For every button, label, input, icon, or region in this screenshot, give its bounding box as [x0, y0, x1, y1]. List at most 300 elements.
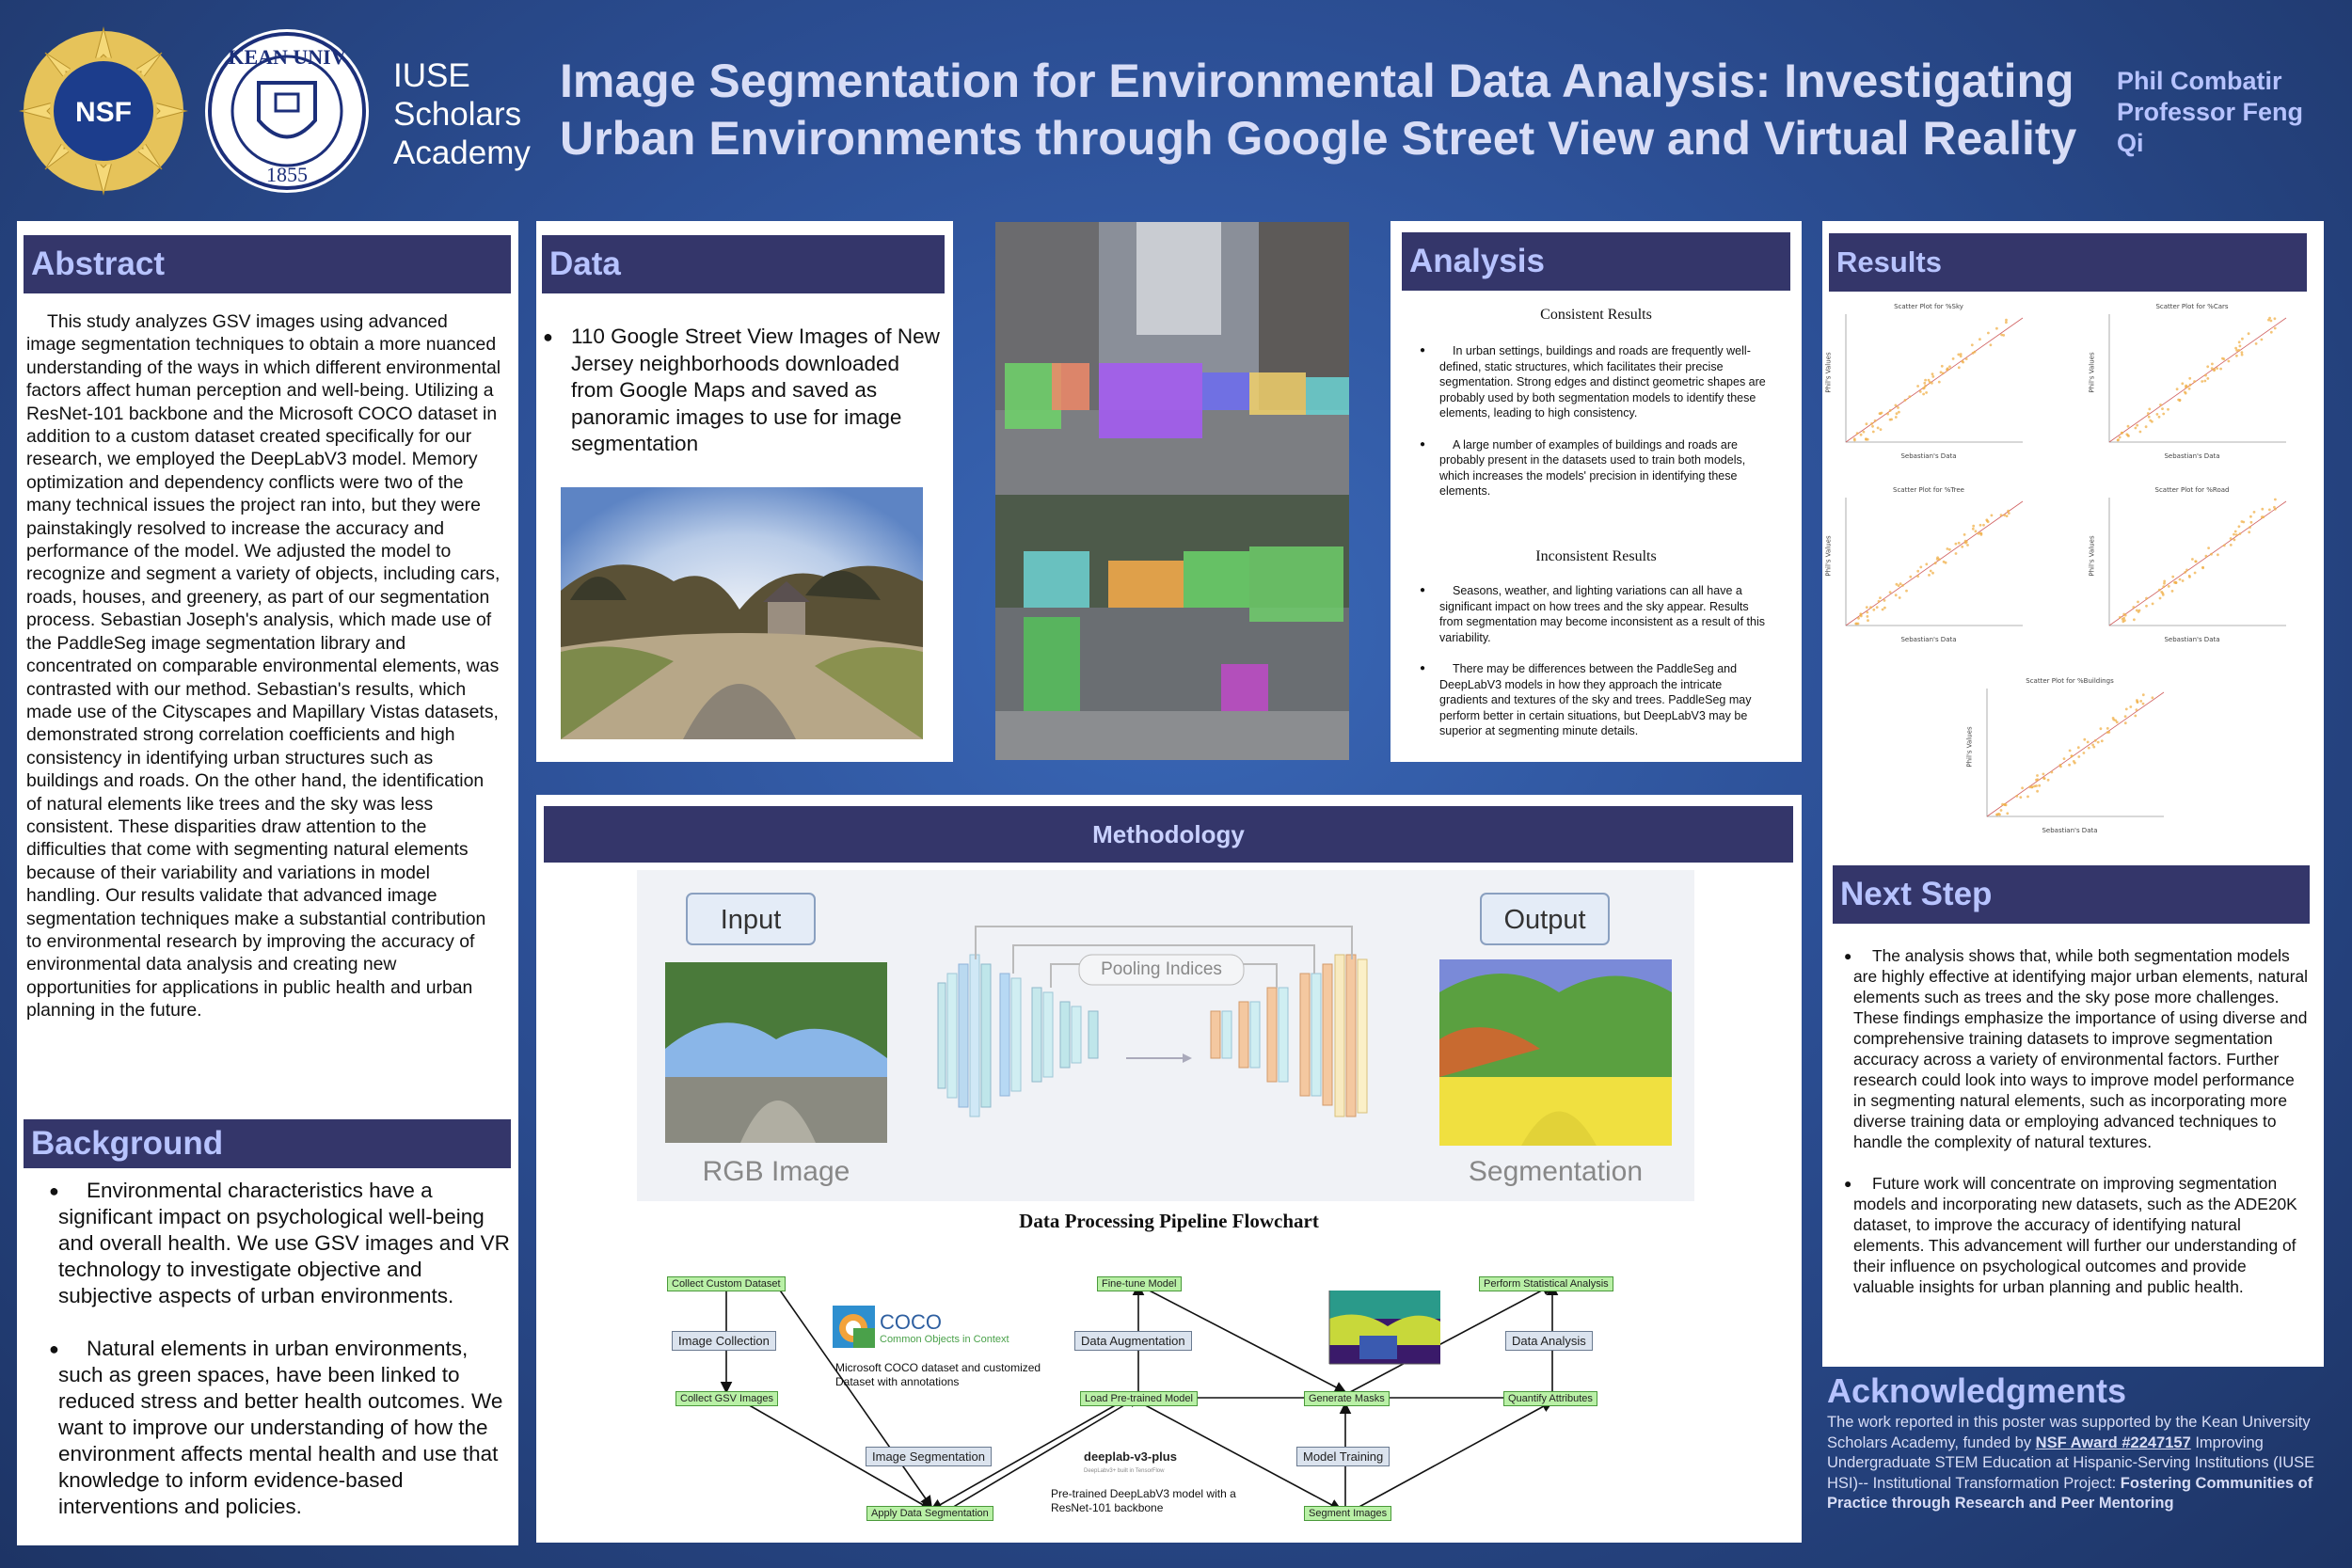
scatter-point	[2235, 349, 2238, 352]
scatter-point	[2135, 427, 2137, 430]
scatter-point	[2106, 727, 2109, 730]
flow-node-collect-custom-dataset: Collect Custom Dataset	[667, 1276, 786, 1291]
scatter-point	[1869, 606, 1872, 609]
scatter-point	[2019, 796, 2022, 799]
scatter-point	[1948, 365, 1951, 368]
segmentation-caption: Segmentation	[1468, 1156, 1644, 1187]
flow-node-segment-images: Segment Images	[1304, 1506, 1391, 1521]
abstract-heading: Abstract	[24, 235, 511, 293]
scatter-point	[2021, 786, 2024, 789]
scatter-point	[2216, 367, 2218, 370]
scatter-point	[2127, 435, 2130, 437]
scatter-point	[2151, 420, 2153, 423]
scatter-point	[2188, 388, 2191, 390]
scatter-point	[2249, 526, 2251, 529]
scatter-point	[2125, 708, 2128, 711]
scatter-xlabel: Sebastian's Data	[2164, 636, 2220, 643]
scatter-point	[2274, 508, 2277, 511]
flow-node-load-pretrained-model: Load Pre-trained Model	[1080, 1391, 1198, 1406]
scatter-axes	[1846, 498, 2023, 626]
scatter-point	[1987, 520, 1990, 523]
scatter-point	[1882, 609, 1884, 611]
scatter-ylabel: Phil's Values	[1824, 352, 1833, 393]
scatter-point	[1919, 390, 1922, 393]
scatter-plot	[1966, 677, 2173, 847]
scatter-point	[1955, 552, 1958, 555]
scatter-point	[2194, 572, 2197, 575]
scatter-point	[2137, 601, 2139, 604]
scatter-point	[1909, 576, 1912, 578]
scatter-plot-title: Scatter Plot for %Tree	[1893, 486, 1964, 494]
scatter-point	[1947, 547, 1949, 550]
scatter-point	[2241, 520, 2244, 523]
scatter-point	[1938, 381, 1941, 384]
scatter-point	[1877, 427, 1880, 430]
scatter-point	[2159, 404, 2162, 406]
scatter-point	[2270, 320, 2273, 323]
scatter-xlabel: Sebastian's Data	[1900, 452, 1957, 460]
scatter-point	[2228, 360, 2231, 363]
scatter-point	[1922, 393, 1925, 396]
acknowledgments-project: Fostering Communities of Practice through Research and Peer Mentoring	[1827, 1474, 2313, 1512]
scatter-point	[2000, 514, 2003, 516]
abstract-text: This study analyzes GSV images using advanced image segmentation techniques to obtain a more nuanced understanding of the ways in which different environmental factors affect human perception and well-being. Utilizing a ResNet-101 backbone and the Microsoft COCO dataset in addition to a custom dataset created specifically for our research, we employed the DeepLabV3 model. Memory optimization and dependency conflicts were two of the many technical issues the project ran into, but they were painstakingly resolved to increase the accuracy and performance of the model. We adjusted the model to recognize and segment a variety of objects, including cars, roads, houses, and greenery, as part of our segmentation process. Sebastian Joseph's analysis, which made use of the PaddleSeg image segmentation library and concentrated on comparable environmental elements, was contrasted with our method. Sebastian's results, which made use of the Cityscapes and Mapillary Vistas datasets, demonstrated strong correlation coefficients and high consistency in identifying urban structures such as buildings and roads. On the other hand, the identification of natural elements like trees and the sky was less consistent. These disparities draw attention to the difficulties that come with segmenting natural elements because of their variability and variations in model handling. Our results validate that advanced image segmentation techniques make a substantial contribution to environmental research by improving the accuracy of environmental data analysis and creating new opportunities for applications in public health and urban planning in the future.	[26, 311, 501, 1022]
scatter-point	[2184, 391, 2186, 394]
author-2-cont: Qi	[2117, 129, 2144, 157]
scatter-point	[2241, 354, 2244, 356]
scatter-point	[2133, 618, 2136, 621]
inconsistent-results-title: Inconsistent Results	[1535, 548, 1657, 564]
scatter-point	[2145, 605, 2148, 608]
scatter-point	[2173, 581, 2176, 584]
scatter-point	[2249, 515, 2252, 518]
scatter-point	[1995, 327, 1998, 330]
scatter-point	[1860, 615, 1863, 618]
scatter-point	[1896, 412, 1899, 415]
scatter-point	[1947, 369, 1949, 372]
analysis-item: ● A large number of examples of buildings and roads are probably present in the datasets used to train both models, which increases the models' precision in identifying these elements.	[1406, 437, 1769, 499]
scatter-point	[2059, 764, 2062, 767]
acknowledgments-text-2: Improving Undergraduate STEM Education at Hispanic-Serving Institutions (IUSE HSI)-- Institutional Transformation Project:	[1827, 1433, 2315, 1492]
scatter-point	[2184, 571, 2186, 574]
scatter-point	[1931, 372, 1934, 375]
nsf-logo	[19, 26, 188, 196]
next-step-heading: Next Step	[1833, 865, 2310, 924]
scatter-plot-canvas	[2089, 494, 2296, 644]
scatter-point	[1923, 382, 1926, 385]
scatter-point	[2205, 555, 2208, 558]
scatter-point	[2235, 533, 2238, 536]
scatter-point	[2206, 377, 2209, 380]
acknowledgments-text-1: The work reported in this poster was supported by the Kean University Scholars Academy, funded by	[1827, 1414, 2311, 1451]
scatter-point	[2261, 508, 2264, 511]
scatter-point	[2001, 803, 2004, 806]
scatter-point	[2274, 499, 2277, 501]
scatter-point	[2270, 331, 2273, 334]
scatter-axes	[1987, 689, 2164, 816]
scatter-point	[1925, 391, 1928, 394]
scatter-point	[1916, 385, 1919, 388]
panorama-image	[561, 487, 923, 739]
academy-line-1: IUSE	[393, 57, 470, 94]
scatter-plot	[2089, 303, 2296, 472]
coco-wordmark: COCO	[880, 1310, 942, 1334]
scatter-point	[2204, 374, 2207, 377]
scatter-point	[2137, 701, 2139, 704]
author-1: Phil Combatir	[2117, 67, 2282, 95]
scatter-point	[2142, 693, 2145, 696]
background-item: ● Environmental characteristics have a significant impact on psychological well-being and overall health. We use GSV images and VR technology to investigate objective and subjective aspects of urban environments.	[21, 1178, 510, 1309]
scatter-point	[2241, 338, 2244, 341]
scatter-point	[1856, 432, 1859, 435]
scatter-point	[2152, 603, 2154, 606]
scatter-point	[2253, 511, 2256, 514]
scatter-plot-title: Scatter Plot for %Sky	[1894, 303, 1963, 310]
scatter-plot	[1825, 303, 2032, 472]
nsf-award-link[interactable]: NSF Award #2247157	[2035, 1433, 2191, 1451]
scatter-point	[1941, 365, 1944, 368]
scatter-xlabel: Sebastian's Data	[2042, 827, 2098, 834]
scatter-point	[2092, 746, 2095, 749]
scatter-point	[2132, 606, 2135, 609]
scatter-point	[2179, 399, 2182, 402]
scatter-ylabel: Phil's Values	[1965, 726, 1974, 768]
scatter-point	[2161, 407, 2164, 410]
scatter-point	[1996, 814, 1999, 816]
scatter-point	[2139, 700, 2142, 703]
scatter-point	[1957, 354, 1960, 356]
scatter-point	[2119, 616, 2122, 619]
scatter-point	[1924, 385, 1927, 388]
scatter-plot-title: Scatter Plot for %Cars	[2155, 303, 2229, 310]
flow-node-perform-statistical-analysis: Perform Statistical Analysis	[1479, 1276, 1613, 1291]
deeplab-caption: Pre-trained DeepLabV3 model with a ResNet-101 backbone	[1051, 1487, 1236, 1514]
background-list	[21, 1178, 510, 1520]
scatter-point	[1931, 572, 1934, 575]
scatter-point	[1867, 438, 1869, 441]
kean-university-seal	[202, 26, 372, 196]
scatter-point	[2185, 386, 2187, 388]
scatter-point	[2100, 727, 2103, 730]
scatter-point	[1895, 404, 1898, 407]
scatter-point	[1905, 590, 1908, 593]
data-heading: Data	[542, 235, 945, 293]
scatter-point	[2223, 545, 2226, 547]
scatter-point	[1871, 425, 1874, 428]
scatter-plot	[1825, 486, 2032, 656]
scatter-point	[2210, 553, 2213, 556]
scatter-point	[2136, 424, 2138, 427]
scatter-point	[1958, 542, 1961, 545]
consistent-results-list	[1406, 343, 1769, 499]
next-step-item: ● Future work will concentrate on improving segmentation models and incorporating new datasets, such as the ADE20K dataset, to improve the accuracy of identifying natural elements. This advancement will further our understanding of their influence on psychological outcomes and provide valuable insights for urban planning and public health.	[1825, 1173, 2310, 1297]
svg-text:NSF: NSF	[75, 97, 132, 128]
scatter-point	[2158, 589, 2161, 592]
scatter-point	[2255, 342, 2258, 345]
next-step-list	[1825, 945, 2310, 1297]
scatter-point	[2036, 790, 2039, 793]
scatter-point	[1889, 409, 1892, 412]
flow-node-generate-masks: Generate Masks	[1304, 1391, 1390, 1406]
scatter-point	[2005, 319, 2008, 322]
scatter-point	[1898, 584, 1900, 587]
scatter-point	[2145, 597, 2148, 600]
scatter-point	[2221, 357, 2224, 360]
scatter-point	[2006, 515, 2009, 517]
scatter-point	[1979, 524, 1982, 527]
scatter-point	[1878, 600, 1881, 603]
scatter-point	[1924, 379, 1927, 382]
scatter-point	[1916, 575, 1919, 578]
scatter-point	[1916, 570, 1919, 573]
scatter-point	[2160, 591, 2163, 594]
scatter-point	[2261, 515, 2264, 518]
flow-node-image-segmentation: Image Segmentation	[866, 1447, 992, 1466]
scatter-point	[1972, 528, 1975, 531]
scatter-point	[2176, 388, 2179, 390]
scatter-point	[1897, 406, 1899, 409]
scatter-point	[1908, 395, 1911, 398]
scatter-axes	[2109, 498, 2286, 626]
scatter-point	[1955, 543, 1958, 546]
scatter-plot-title: Scatter Plot for %Buildings	[2026, 677, 2114, 685]
scatter-point	[1886, 413, 1889, 416]
scatter-point	[1899, 596, 1901, 599]
poster-title: Image Segmentation for Environmental Data Analysis: Investigating Urban Environments through Google Street View and Virtual Reality	[560, 55, 2077, 165]
academy-line-3: Academy	[393, 135, 531, 171]
scatter-point	[2188, 377, 2191, 380]
scatter-point	[2217, 553, 2219, 556]
methodology-heading: Methodology	[544, 806, 1793, 863]
scatter-point	[2083, 738, 2086, 741]
scatter-point	[1904, 399, 1907, 402]
scatter-point	[2185, 569, 2188, 572]
scatter-point	[2087, 741, 2090, 744]
scatter-xlabel: Sebastian's Data	[2164, 452, 2220, 460]
scatter-point	[2007, 510, 2010, 513]
scatter-point	[1925, 562, 1928, 565]
scatter-point	[2137, 610, 2140, 613]
scatter-point	[2069, 750, 2072, 752]
scatter-point	[1879, 596, 1882, 599]
scatter-point	[2181, 382, 2184, 385]
scatter-point	[1980, 533, 1983, 536]
background-heading: Background	[24, 1119, 511, 1168]
scatter-point	[2106, 731, 2109, 734]
scatter-point	[1857, 623, 1860, 626]
scatter-point	[2188, 576, 2191, 578]
scatter-point	[1870, 422, 1873, 425]
scatter-fit-line	[2109, 501, 2286, 626]
flow-node-quantify-attributes: Quantify Attributes	[1503, 1391, 1597, 1406]
scatter-plot-canvas	[1966, 685, 2173, 835]
input-label: Input	[720, 905, 782, 935]
scatter-point	[1883, 599, 1886, 602]
scatter-point	[2121, 432, 2123, 435]
scatter-xlabel: Sebastian's Data	[1900, 636, 1957, 643]
scatter-point	[2063, 757, 2066, 760]
next-step-item: ● The analysis shows that, while both segmentation models are highly effective at identifying major urban elements, natural elements such as trees and the sky pose more challenges. These findings emphasize the importance of using diverse and comprehensive training datasets to improve segmentation accuracy across a variety of environmental factors. Further research could look into ways to improve model performance in segmenting natural elements, such as incorporating more diverse training data or employing advanced techniques to handle the complexity of natural textures.	[1825, 945, 2310, 1152]
pooling-indices-label: Pooling Indices	[1101, 959, 1222, 979]
scatter-point	[2274, 317, 2277, 320]
scatter-plot-canvas	[1825, 310, 2032, 461]
scatter-point	[2142, 703, 2145, 705]
scatter-point	[2088, 747, 2090, 750]
scatter-point	[2191, 558, 2194, 561]
analysis-item: ● There may be differences between the PaddleSeg and DeepLabV3 models in how they approach the intricate gradients and textures of the sky and trees. PaddleSeg may perform better in certain situations, but DeepLabV3 may be superior at segmenting minute details.	[1406, 661, 1769, 739]
scatter-point	[2267, 319, 2270, 322]
scatter-point	[2179, 578, 2182, 581]
scatter-point	[2005, 321, 2008, 324]
author-2: Professor Feng	[2117, 98, 2304, 126]
output-label: Output	[1503, 905, 1586, 935]
scatter-point	[2233, 533, 2235, 536]
scatter-point	[2213, 369, 2216, 372]
scatter-point	[2122, 620, 2124, 623]
coco-subtitle: Common Objects in Context	[880, 1334, 1009, 1345]
scatter-point	[1972, 525, 1975, 528]
scatter-point	[2136, 708, 2138, 711]
analysis-item: ● Seasons, weather, and lighting variations can all have a significant impact on how trees and the sky appear. Results from segmentation may become inconsistent as a result of this variability.	[1406, 583, 1769, 645]
scatter-ylabel: Phil's Values	[2088, 535, 2096, 577]
scatter-point	[2139, 431, 2142, 434]
scatter-point	[2033, 784, 2036, 787]
scatter-point	[2168, 585, 2170, 588]
scatter-point	[1928, 574, 1931, 577]
scatter-point	[1931, 375, 1934, 378]
scatter-point	[2071, 754, 2074, 757]
scatter-point	[2101, 739, 2104, 742]
scatter-point	[1960, 355, 1963, 357]
scatter-point	[2159, 597, 2162, 600]
scatter-point	[2003, 514, 2006, 516]
scatter-point	[1978, 532, 1980, 535]
scatter-point	[1936, 558, 1939, 561]
scatter-point	[2124, 715, 2127, 718]
scatter-point	[2038, 784, 2041, 787]
scatter-point	[1929, 381, 1931, 384]
scatter-point	[1872, 431, 1875, 434]
scatter-axes	[2109, 314, 2286, 442]
scatter-point	[2156, 413, 2159, 416]
segmentation-examples-image	[995, 222, 1349, 760]
scatter-point	[2163, 582, 2166, 585]
scatter-point	[2162, 594, 2165, 596]
scatter-point	[1895, 416, 1898, 419]
scatter-point	[2261, 339, 2264, 341]
scatter-point	[1930, 570, 1932, 573]
scatter-point	[1979, 338, 1981, 341]
scatter-plot-canvas	[1825, 494, 2032, 644]
scatter-point	[2042, 773, 2045, 776]
flow-node-apply-data-segmentation: Apply Data Segmentation	[866, 1506, 993, 1521]
scatter-point	[1940, 371, 1943, 373]
scatter-point	[1943, 561, 1946, 563]
scatter-point	[2042, 777, 2045, 780]
scatter-plot	[2089, 486, 2296, 656]
scatter-point	[2162, 413, 2165, 416]
scatter-point	[2241, 351, 2244, 354]
scatter-point	[1952, 357, 1955, 360]
scatter-point	[1874, 420, 1877, 422]
scatter-point	[2268, 509, 2271, 512]
scatter-point	[2234, 347, 2237, 350]
scatter-point	[2051, 771, 2054, 774]
scatter-point	[2201, 566, 2204, 569]
scatter-point	[1971, 343, 1974, 346]
analysis-heading: Analysis	[1402, 232, 1790, 291]
svg-text:1855: 1855	[266, 163, 308, 186]
scatter-point	[2127, 425, 2130, 428]
flowchart-title: Data Processing Pipeline Flowchart	[1019, 1210, 1319, 1232]
scatter-point	[2147, 412, 2150, 415]
scatter-point	[2119, 436, 2122, 439]
scatter-point	[2171, 576, 2174, 578]
scatter-point	[2077, 746, 2080, 749]
scatter-point	[1867, 615, 1869, 618]
scatter-point	[2152, 696, 2154, 699]
scatter-point	[1948, 548, 1951, 551]
scatter-fit-line	[2109, 318, 2286, 442]
scatter-point	[2036, 774, 2039, 777]
scatter-point	[2233, 539, 2236, 542]
flow-node-data-analysis: Data Analysis	[1505, 1331, 1593, 1351]
scatter-point	[2008, 512, 2010, 515]
scatter-point	[2158, 416, 2161, 419]
scatter-point	[1876, 606, 1879, 609]
scatter-point	[1853, 439, 1856, 442]
scatter-point	[2239, 532, 2242, 535]
scatter-point	[2006, 812, 2009, 815]
scatter-point	[1883, 607, 1886, 610]
scatter-point	[1895, 594, 1898, 596]
coco-logo	[833, 1306, 875, 1348]
scatter-point	[2047, 779, 2050, 782]
scatter-point	[2250, 521, 2253, 524]
scatter-point	[2000, 809, 2003, 812]
scatter-point	[1898, 411, 1900, 414]
flow-node-model-training: Model Training	[1296, 1447, 1390, 1466]
scatter-point	[2194, 560, 2197, 562]
scatter-point	[1919, 566, 1922, 569]
scatter-point	[1991, 515, 1994, 517]
data-list	[543, 324, 947, 458]
scatter-point	[2238, 525, 2241, 528]
scatter-point	[2206, 365, 2209, 368]
scatter-point	[2145, 425, 2148, 428]
scatter-point	[2207, 546, 2210, 549]
scatter-point	[2068, 764, 2071, 767]
scatter-point	[2171, 590, 2174, 593]
scatter-plot-canvas	[2089, 310, 2296, 461]
scatter-point	[2189, 384, 2192, 387]
scatter-point	[2129, 705, 2132, 708]
scatter-point	[1965, 357, 1968, 360]
consistent-results-title: Consistent Results	[1540, 307, 1652, 323]
coco-caption: Microsoft COCO dataset and customized Dataset with annotations	[835, 1361, 1041, 1388]
scatter-plot-title: Scatter Plot for %Road	[2154, 486, 2230, 494]
scatter-point	[1901, 584, 1904, 587]
scatter-point	[2274, 327, 2277, 330]
rgb-image-caption: RGB Image	[702, 1156, 850, 1187]
scatter-point	[2148, 408, 2151, 411]
scatter-point	[2117, 439, 2120, 442]
scatter-point	[1966, 544, 1969, 546]
scatter-ylabel: Phil's Values	[2088, 352, 2096, 393]
scatter-point	[2203, 380, 2206, 383]
scatter-point	[2211, 363, 2214, 366]
scatter-point	[2219, 368, 2222, 371]
